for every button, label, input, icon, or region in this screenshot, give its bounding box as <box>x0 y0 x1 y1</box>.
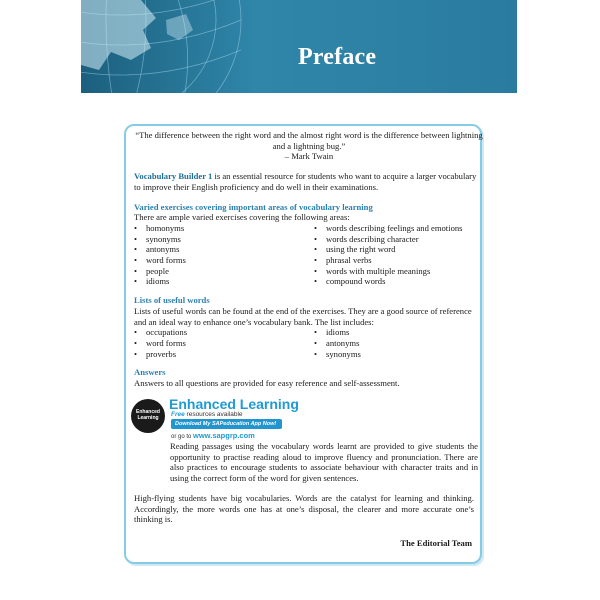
list-item: • antonyms <box>134 244 180 255</box>
download-app-banner: Download My SAPeducation App Now! <box>171 419 282 429</box>
enhanced-learning-text: Reading passages using the vocabulary words learnt are provided to give students the opportunity to practise reading aloud to improve fluency and pronunciation. There are also practices to encourage students to associate behaviour with character traits and in using the correct form of the word for given sentences. <box>170 441 478 484</box>
list-item: • homonyms <box>134 222 185 233</box>
book-title: Vocabulary Builder 1 <box>134 171 213 182</box>
list-item: • phrasal verbs <box>314 255 372 266</box>
useful-words-list <box>134 327 484 359</box>
list-item: • synonyms <box>134 233 181 244</box>
list-item: • word forms <box>134 255 186 266</box>
exercise-list-left <box>134 223 314 287</box>
free-resources-text: Free resources available <box>171 411 243 418</box>
list-item: • antonyms <box>314 337 360 348</box>
exercise-list-right <box>314 223 474 287</box>
useful-list-left <box>134 327 314 359</box>
list-item: • word forms <box>134 337 186 348</box>
closing-paragraph: High-flying students have big vocabularies. Words are the catalyst for learning and thinking. Accordingly, the more words one has at one’s disposal, the clearer and more accurate one’s thinking is. <box>134 493 474 525</box>
exercise-areas-list <box>134 223 484 287</box>
website-link: or go to www.sapgrp.com <box>171 431 255 440</box>
list-item: • using the right word <box>314 244 396 255</box>
intro-text: is an essential resource for students who want to acquire a larger vocabulary to improve their English proficiency and do well in their examinations. <box>134 171 477 192</box>
intro-paragraph <box>134 171 484 192</box>
answers-text: Answers to all questions are provided for easy reference and self-assessment. <box>134 378 400 389</box>
list-item: • synonyms <box>314 348 361 359</box>
list-item: • compound words <box>314 276 386 287</box>
globe-graphic <box>81 0 281 93</box>
list-item: • idioms <box>134 276 170 287</box>
list-item: • occupations <box>134 327 188 338</box>
section-heading-lists: Lists of useful words <box>134 295 210 306</box>
useful-list-right <box>314 327 474 359</box>
preface-content <box>134 130 484 398</box>
list-item: • words describing character <box>314 233 419 244</box>
list-item: • words with multiple meanings <box>314 265 431 276</box>
section-heading-answers: Answers <box>134 367 166 378</box>
page-title: Preface <box>298 44 377 70</box>
list-item: • proverbs <box>134 348 177 359</box>
list-item: • words describing feelings and emotions <box>314 222 463 233</box>
enhanced-learning-title: Enhanced Learning <box>169 396 299 412</box>
quote-text: “The difference between the right word and the almost right word is the difference between lightning and a lightning bug.” <box>135 130 483 151</box>
section-heading-exercises: Varied exercises covering important areas of vocabulary learning <box>134 201 373 212</box>
enhanced-learning-badge-icon: Enhanced Learning <box>131 399 165 433</box>
enhanced-learning-logo <box>131 396 341 446</box>
quote-author: – Mark Twain <box>284 151 334 162</box>
list-item: • people <box>134 265 169 276</box>
list-item: • idioms <box>314 327 350 338</box>
signature: The Editorial Team <box>400 538 472 548</box>
header-banner <box>81 0 517 93</box>
section-lead-lists: Lists of useful words can be found at the end of the exercises. They are a good source of reference and an ideal way to enhance one’s vocabulary bank. The list includes: <box>134 305 472 327</box>
section-lead-exercises: There are ample varied exercises covering the following areas: <box>134 212 350 223</box>
